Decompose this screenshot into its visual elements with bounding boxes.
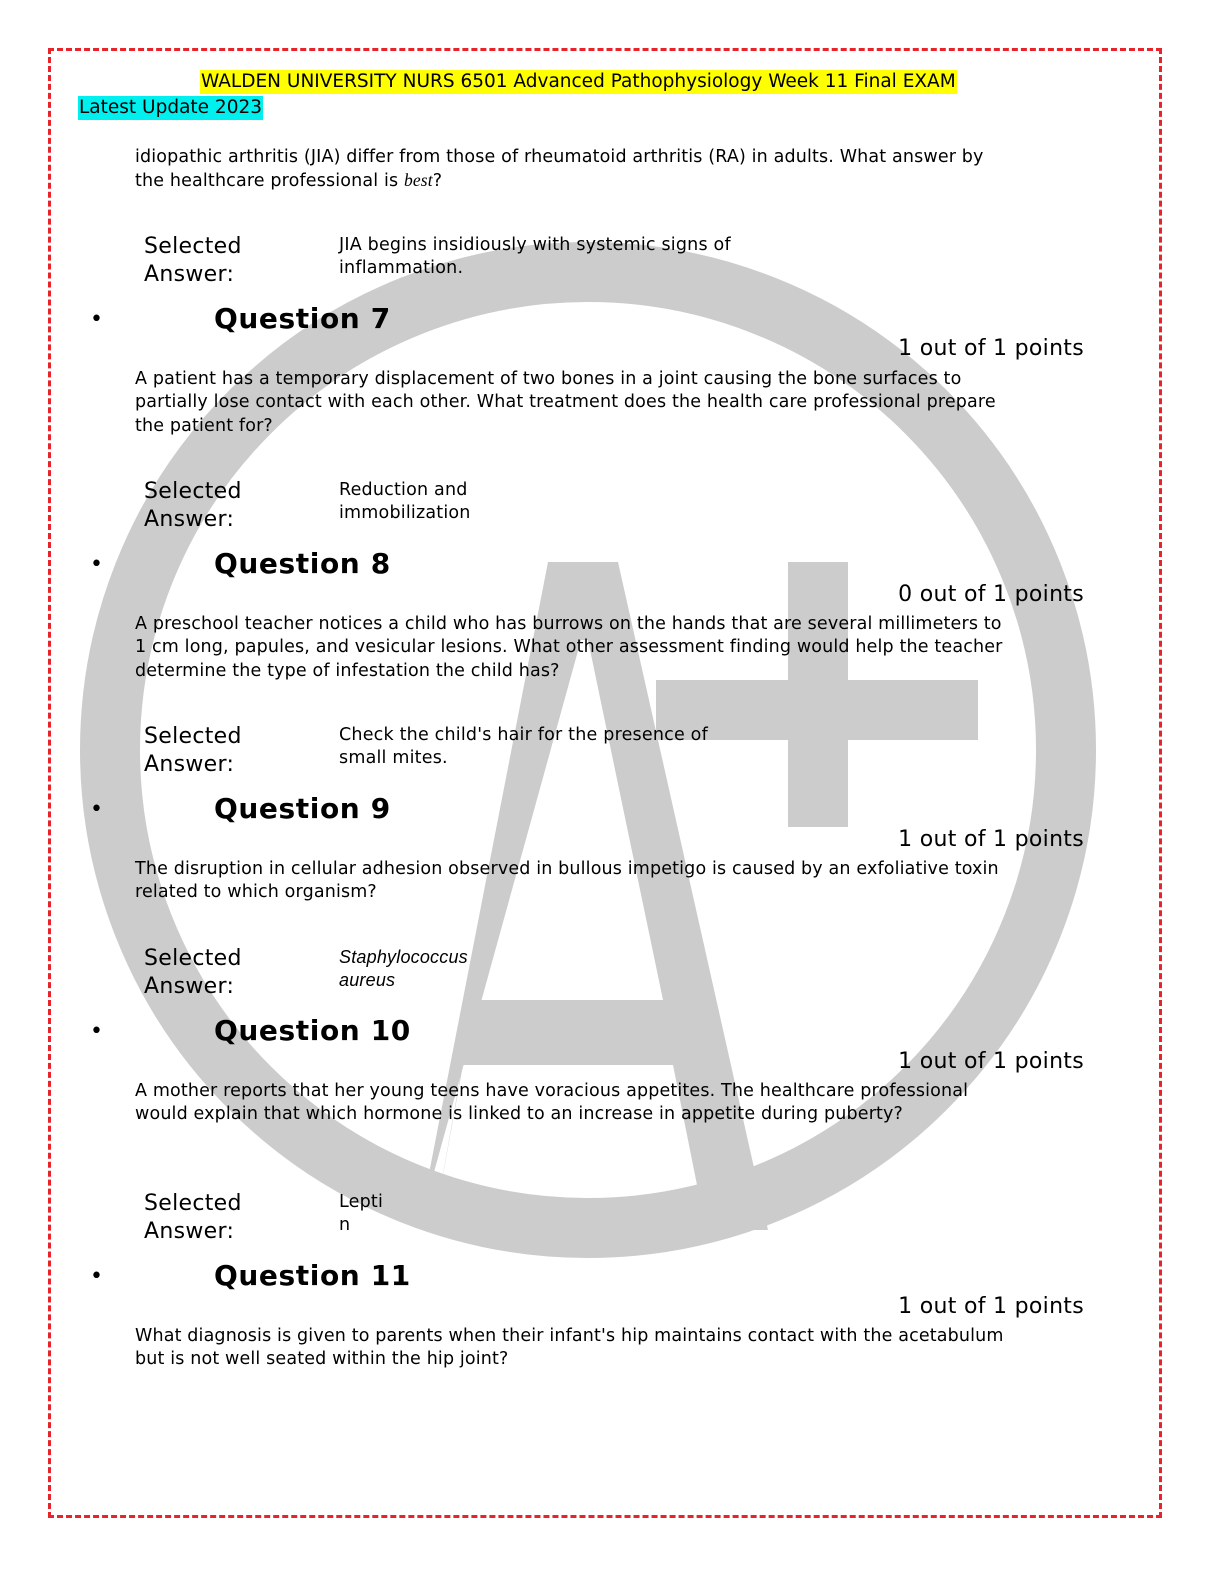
question-8-text: A preschool teacher notices a child who has burrows on the hands that are several millimeters to 1 cm long, papules, and vesicular lesions. What other assessment finding would help the teacher determine the type of infestation the child has? [135,614,1003,681]
selected-answer-label: Selected Answer: [144,724,242,777]
question-11-points: 1 out of 1 points [898,1294,1084,1319]
selected-answer-label: Selected Answer: [144,234,242,287]
selected-answer-label: Selected Answer: [144,1191,242,1244]
question-9-text: The disruption in cellular adhesion observed in bullous impetigo is caused by an exfoliative toxin related to which organism? [135,859,999,903]
selected-answer-label: Selected Answer: [144,479,242,532]
document-title: WALDEN UNIVERSITY NURS 6501 Advanced Pathophysiology Week 11 Final EXAM [201,71,956,92]
question-7-selected-answer: Reduction and immobilization [339,480,471,523]
question-8-points: 0 out of 1 points [898,582,1084,607]
question-9-heading: Question 9 [214,792,391,825]
question-9-selected-answer: Staphylococcus aureus [339,947,468,990]
question-8-selected-answer: Check the child's hair for the presence of small mites. [339,725,708,768]
question-7-heading: Question 7 [214,302,391,335]
bullet: • [90,797,103,822]
bullet: • [90,552,103,577]
question-9-points: 1 out of 1 points [898,827,1084,852]
selected-answer-label: Selected Answer: [144,946,242,999]
question-6-text: idiopathic arthritis (JIA) differ from those of rheumatoid arthritis (RA) in adults. What answer by the healthcare professional is best? [135,147,984,192]
question-10-selected-answer: Leptin [339,1192,384,1235]
question-10-text: A mother reports that her young teens have voracious appetites. The healthcare professional would explain that which hormone is linked to an increase in appetite during puberty? [135,1081,969,1125]
question-11-heading: Question 11 [214,1259,411,1292]
question-7-text: A patient has a temporary displacement of two bones in a joint causing the bone surfaces to partially lose contact with each other. What treatment does the health care professional prepare the patient for? [135,369,996,436]
bullet: • [90,1019,103,1044]
bullet: • [90,1264,103,1289]
bullet: • [90,307,103,332]
question-10-heading: Question 10 [214,1014,411,1047]
question-10-points: 1 out of 1 points [898,1049,1084,1074]
question-8-heading: Question 8 [214,547,391,580]
question-11-text: What diagnosis is given to parents when their infant's hip maintains contact with the acetabulum but is not well seated within the hip joint? [135,1326,1004,1370]
question-6-selected-answer: JIA begins insidiously with systemic signs of inflammation. [339,235,731,278]
question-7-points: 1 out of 1 points [898,336,1084,361]
document-subtitle: Latest Update 2023 [79,97,263,118]
